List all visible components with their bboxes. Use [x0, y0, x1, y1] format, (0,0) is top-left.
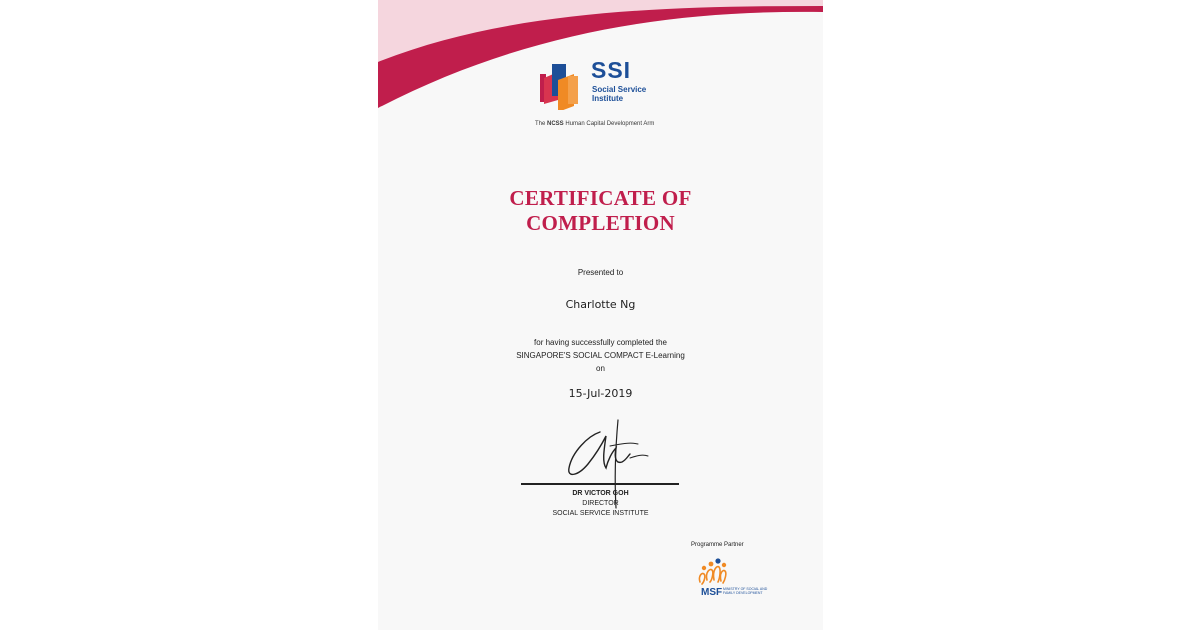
tagline-suffix: Human Capital Development Arm	[563, 121, 655, 127]
signatory-organisation: SOCIAL SERVICE INSTITUTE	[552, 510, 649, 517]
ssi-logo-acronym: SSI	[591, 57, 632, 83]
certificate-title-line1: CERTIFICATE OF	[509, 186, 692, 210]
certificate-title-line2: COMPLETION	[526, 211, 675, 235]
ssi-logo-name: Social Service Institute	[592, 85, 647, 103]
msf-logo-acronym: MSF	[701, 587, 723, 598]
recipient-name: Charlotte Ng	[565, 298, 636, 311]
completion-date: 15-Jul-2019	[568, 387, 633, 400]
presented-to-label: Presented to	[577, 268, 624, 277]
ssi-logo	[535, 57, 678, 130]
certificate-title	[378, 186, 823, 236]
signatory-role: DIRECTOR	[582, 500, 619, 507]
course-name: SINGAPORE'S SOCIAL COMPACT E-Learning	[516, 351, 685, 360]
certificate	[378, 0, 823, 630]
signatory-name: DR VICTOR GOH	[572, 490, 629, 497]
programme-partner-label: Programme Partner	[691, 542, 744, 548]
ssi-logo-tagline	[535, 121, 695, 127]
completion-statement	[378, 336, 823, 375]
signature-line	[521, 483, 679, 485]
msf-logo-name: MINISTRY OF SOCIAL AND FAMILY DEVELOPMENT	[723, 587, 768, 595]
signatory-block	[378, 489, 823, 519]
tagline-bold: NCSS	[547, 121, 564, 127]
completion-line: for having successfully completed the	[534, 338, 667, 347]
ssi-logo-mark-icon	[538, 58, 586, 110]
on-label: on	[596, 364, 605, 373]
tagline-prefix: The	[535, 121, 548, 127]
